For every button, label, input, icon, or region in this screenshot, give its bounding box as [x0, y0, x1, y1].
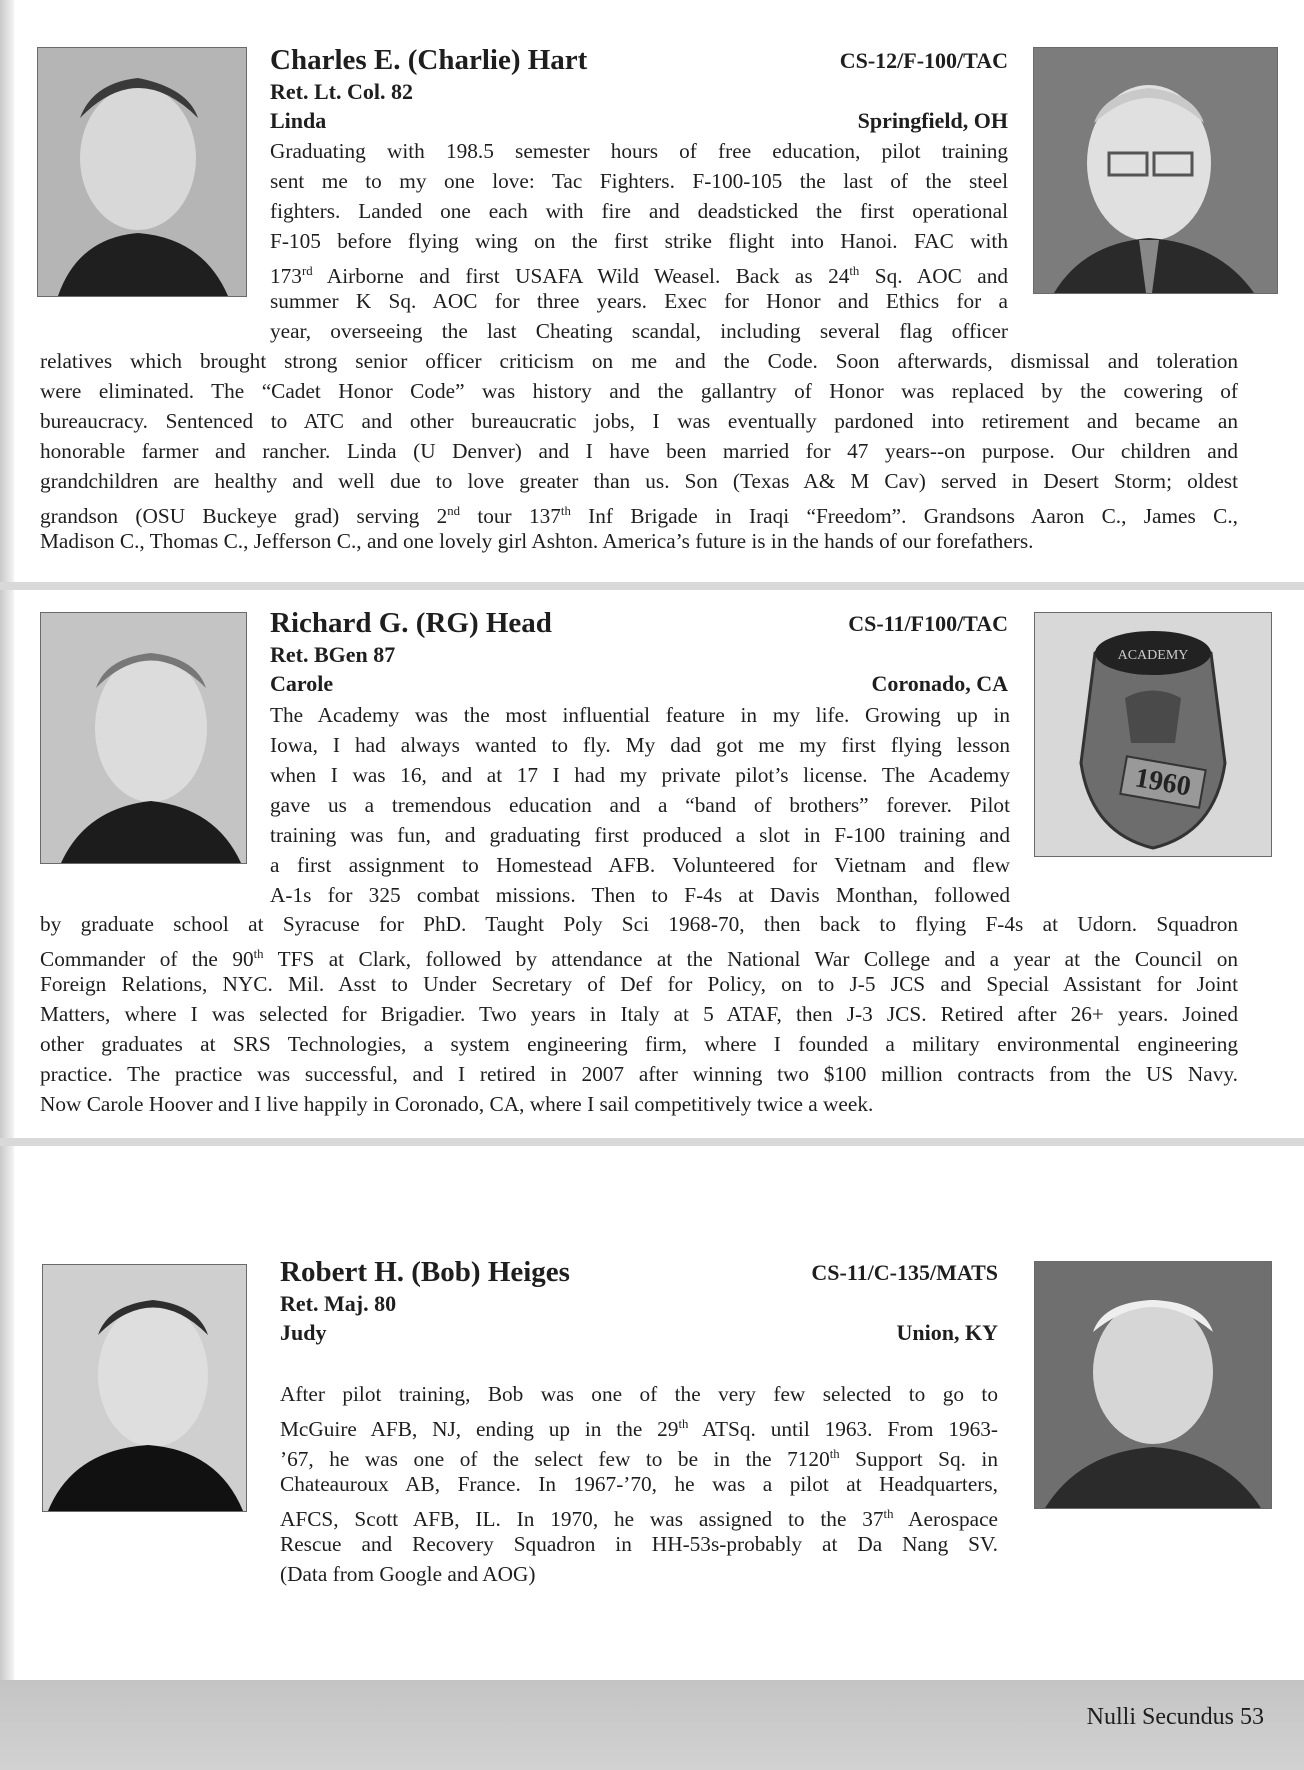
retirement-rank: Ret. BGen 87	[270, 642, 396, 667]
bio-line: F-105 before flying wing on the first strike flight into Hanoi. FAC with	[270, 229, 1008, 253]
cadet-portrait-photo	[37, 47, 247, 297]
section-divider	[0, 1138, 1304, 1146]
bio-line: Graduating with 198.5 semester hours of free education, pilot training	[270, 139, 1008, 163]
squadron-aircraft-command: CS-11/F100/TAC	[848, 611, 1008, 636]
biography-wide	[40, 909, 1238, 1119]
bio-line: Rescue and Recovery Squadron in HH-53s-probably at Da Nang SV.	[280, 1532, 998, 1556]
page-spine-shadow	[0, 0, 14, 1770]
bio-line: sent me to my one love: Tac Fighters. F-100-105 the last of the steel	[270, 169, 1008, 193]
portrait-silhouette-icon	[38, 48, 246, 296]
residence-city: Union, KY	[896, 1320, 998, 1345]
current-portrait-photo	[1034, 1261, 1272, 1509]
bio-line: fighters. Landed one each with fire and deadsticked the first operational	[270, 199, 1008, 223]
bio-line: AFCS, Scott AFB, IL. In 1970, he was assigned to the 37th Aerospace	[280, 1507, 998, 1532]
squadron-aircraft-command: CS-11/C-135/MATS	[811, 1260, 998, 1285]
bio-line: when I was 16, and at 17 I had my private pilot’s license. The Academy	[270, 763, 1010, 787]
bio-line: practice. The practice was successful, and I retired in 2007 after winning two $100 million contracts from the US Navy.	[40, 1062, 1238, 1086]
bio-line: other graduates at SRS Technologies, a system engineering firm, where I founded a military environmental engineering	[40, 1032, 1238, 1056]
bio-line: grandson (OSU Buckeye grad) serving 2nd tour 137th Inf Brigade in Iraqi “Freedom”. Grandsons Aaron C., James C.,	[40, 504, 1238, 529]
bio-line: gave us a tremendous education and a “band of brothers” forever. Pilot	[270, 793, 1010, 817]
bio-line: Chateauroux AB, France. In 1967-’70, he was a pilot at Headquarters,	[280, 1472, 998, 1496]
spouse-name: Linda	[270, 108, 327, 133]
alumnus-name: Charles E. (Charlie) Hart	[270, 44, 588, 76]
section-divider	[0, 582, 1304, 590]
biography-narrow	[270, 136, 1008, 346]
bio-line: McGuire AFB, NJ, ending up in the 29th ATSq. until 1963. From 1963-	[280, 1417, 999, 1442]
bio-line: training was fun, and graduating first produced a slot in F-100 training and	[270, 823, 1010, 847]
cadet-portrait-photo	[42, 1264, 247, 1512]
class-ring-photo	[1034, 612, 1272, 857]
bio-line: (Data from Google and AOG)	[280, 1562, 536, 1586]
bio-line: Commander of the 90th TFS at Clark, followed by attendance at the National War College and a year at the Council on	[40, 947, 1238, 972]
alumnus-name: Richard G. (RG) Head	[270, 607, 552, 639]
portrait-older-icon	[1034, 48, 1277, 293]
bio-line: summer K Sq. AOC for three years. Exec for Honor and Ethics for a	[270, 289, 1008, 313]
bio-line: a first assignment to Homestead AFB. Volunteered for Vietnam and flew	[270, 853, 1010, 877]
bio-line: grandchildren are healthy and well due to love greater than us. Son (Texas A& M Cav) served in Desert Storm; oldest	[40, 469, 1238, 493]
spouse-name: Carole	[270, 671, 334, 696]
bio-line: Madison C., Thomas C., Jefferson C., and one lovely girl Ashton. America’s future is in the hands of our forefathers.	[40, 529, 1034, 553]
cadet-portrait-photo	[40, 612, 247, 864]
biography	[280, 1379, 998, 1589]
portrait-silhouette-icon	[43, 1265, 246, 1511]
portrait-silhouette-icon	[41, 613, 246, 863]
retirement-rank: Ret. Maj. 80	[280, 1291, 397, 1316]
biography-wide	[40, 346, 1238, 556]
bio-line: 173rd Airborne and first USAFA Wild Weasel. Back as 24th Sq. AOC and	[270, 264, 1008, 289]
bio-line: by graduate school at Syracuse for PhD. Taught Poly Sci 1968-70, then back to flying F-4s at Udorn. Squadron	[40, 912, 1238, 936]
bio-line: A-1s for 325 combat missions. Then to F-4s at Davis Monthan, followed	[270, 883, 1010, 907]
retirement-rank: Ret. Lt. Col. 82	[270, 79, 413, 104]
page-folio: Nulli Secundus 53	[1086, 1704, 1264, 1730]
page-footer	[0, 1680, 1304, 1770]
current-portrait-photo	[1033, 47, 1278, 294]
bio-line: bureaucracy. Sentenced to ATC and other bureaucratic jobs, I was eventually pardoned into retirement and became an	[40, 409, 1238, 433]
bio-line: Iowa, I had always wanted to fly. My dad got me my first flying lesson	[270, 733, 1010, 757]
portrait-older-icon	[1035, 1262, 1271, 1508]
bio-line: Foreign Relations, NYC. Mil. Asst to Under Secretary of Def for Policy, on to J-5 JCS and Special Assistant for Joint	[40, 972, 1238, 996]
alumnus-name: Robert H. (Bob) Heiges	[280, 1256, 570, 1288]
biography-narrow	[270, 700, 1010, 910]
residence-city: Coronado, CA	[871, 671, 1008, 696]
bio-line: The Academy was the most influential feature in my life. Growing up in	[270, 703, 1010, 727]
bio-line: ’67, he was one of the select few to be in the 7120th Support Sq. in	[280, 1447, 998, 1472]
residence-city: Springfield, OH	[857, 108, 1008, 133]
class-ring-icon	[1035, 613, 1271, 856]
ring-band-text: ACADEMY	[1117, 648, 1189, 663]
bio-line: After pilot training, Bob was one of the very few selected to go to	[280, 1382, 998, 1406]
ring-year-text: 1960	[1132, 762, 1194, 803]
squadron-aircraft-command: CS-12/F-100/TAC	[839, 48, 1008, 73]
bio-line: relatives which brought strong senior officer criticism on me and the Code. Soon afterwards, dismissal and toleration	[40, 349, 1238, 373]
bio-line: year, overseeing the last Cheating scandal, including several flag officer	[270, 319, 1008, 343]
bio-line: honorable farmer and rancher. Linda (U Denver) and I have been married for 47 years--on purpose. Our children and	[40, 439, 1238, 463]
bio-line: were eliminated. The “Cadet Honor Code” was history and the gallantry of Honor was replaced by the cowering of	[40, 379, 1238, 403]
bio-line: Matters, where I was selected for Brigadier. Two years in Italy at 5 ATAF, then J-3 JCS. Retired after 26+ years. Joined	[40, 1002, 1238, 1026]
bio-line: Now Carole Hoover and I live happily in Coronado, CA, where I sail competitively twice a week.	[40, 1092, 874, 1116]
spouse-name: Judy	[280, 1320, 327, 1345]
